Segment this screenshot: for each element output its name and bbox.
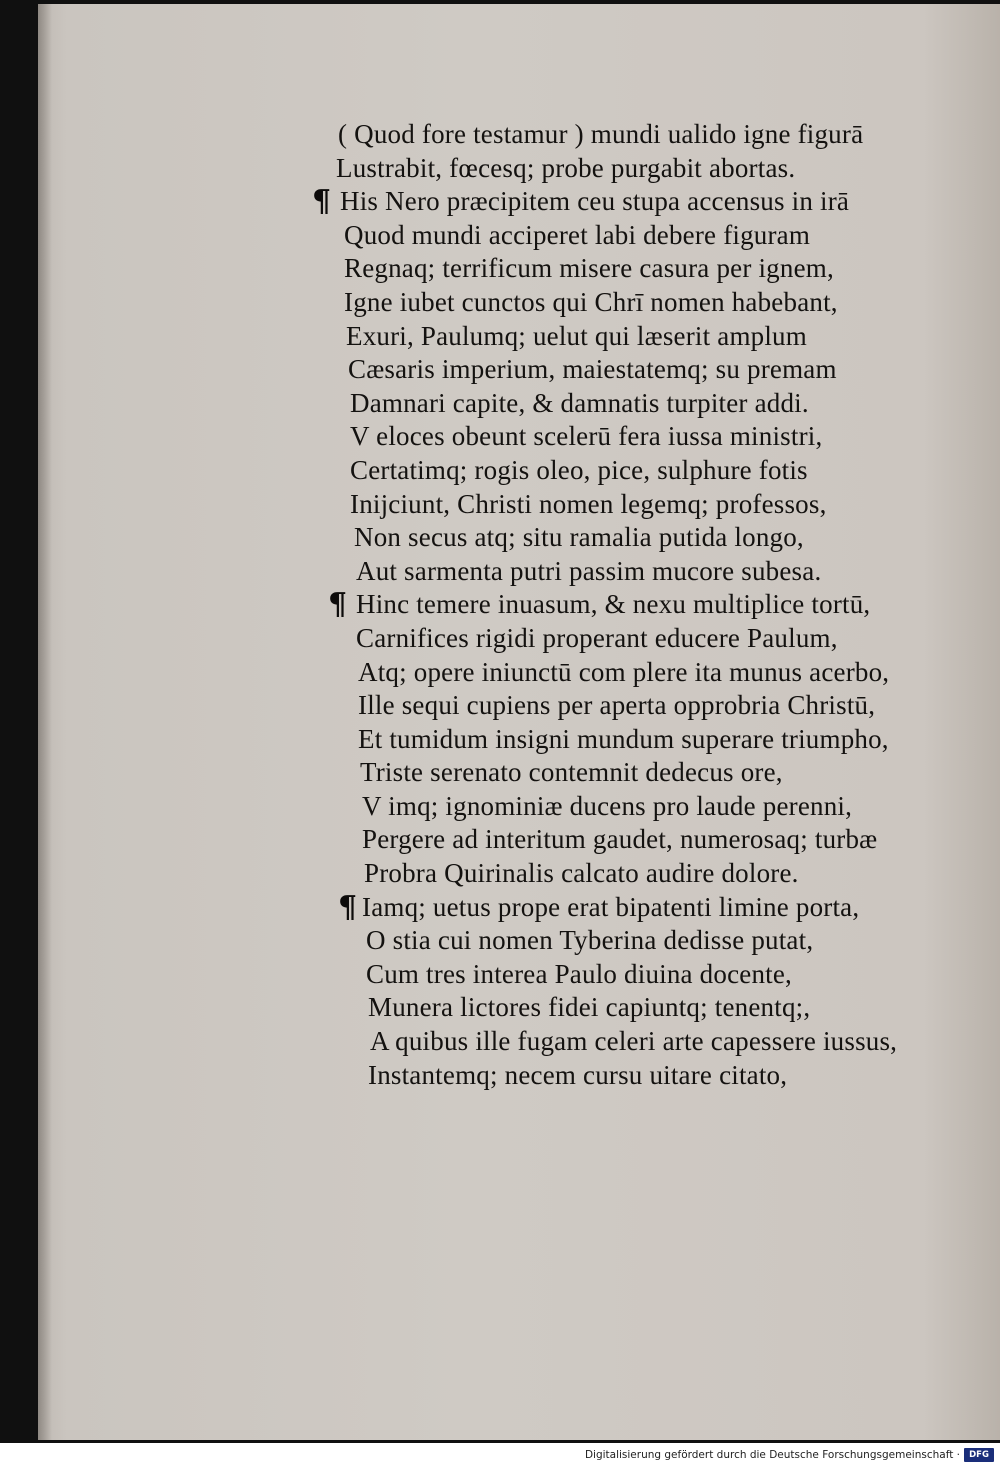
pilcrow-icon: ¶ [312, 184, 332, 220]
poem-text-block [300, 118, 990, 1092]
poem-line-text: Non secus atq; situ ramalia putida longo, [354, 522, 804, 553]
poem-line-text: His Nero præcipitem ceu stupa accensus in irā [340, 186, 850, 217]
funding-credit: Digitalisierung gefördert durch die Deutsche Forschungsgemeinschaft · [584, 1449, 960, 1461]
poem-line-text: A quibus ille fugam celeri arte capessere iussus, [370, 1026, 898, 1057]
poem-line-text: Carnifices rigidi properant educere Paulum, [356, 622, 838, 653]
poem-line [356, 555, 990, 589]
poem-line [312, 184, 990, 220]
poem-line-text: Atq; opere iniunctū com plere ita munus acerbo, [358, 656, 890, 687]
poem-line-text: Instantemq; necem cursu uitare citato, [368, 1059, 788, 1090]
poem-line-text: Cæsaris imperium, maiestatemq; su premam [348, 354, 837, 385]
poem-line [328, 587, 990, 623]
poem-line-text: Probra Quirinalis calcato audire dolore. [364, 858, 799, 889]
poem-line [346, 320, 990, 354]
dfg-logo[interactable]: DFG [964, 1448, 994, 1462]
poem-line [338, 118, 990, 152]
poem-line [356, 622, 990, 656]
poem-line [360, 756, 990, 790]
poem-line-text: Cum tres interea Paulo diuina docente, [366, 958, 792, 989]
poem-line [368, 1059, 990, 1093]
poem-line-text: Et tumidum insigni mundum superare triumpho, [358, 723, 889, 754]
footer-bar [0, 1443, 1000, 1473]
poem-line [336, 152, 990, 186]
poem-line-text: Triste serenato contemnit dedecus ore, [360, 757, 783, 788]
poem-line [354, 521, 990, 555]
poem-line-text: V imq; ignominiæ ducens pro laude perenni, [362, 790, 853, 821]
poem-line [358, 656, 990, 690]
poem-line-text: Inijciunt, Christi nomen legemq; professos, [350, 488, 827, 519]
poem-line [358, 689, 990, 723]
poem-line-text: Munera lictores fidei capiuntq; tenentq;, [368, 992, 811, 1023]
poem-line-text: Quod mundi acciperet labi debere figuram [344, 219, 811, 250]
poem-line-text: Certatimq; rogis oleo, pice, sulphure fotis [350, 454, 808, 485]
poem-line [344, 286, 990, 320]
poem-line [358, 723, 990, 757]
poem-line [368, 991, 990, 1025]
poem-line [350, 488, 990, 522]
poem-line-text: Igne iubet cunctos qui Chrī nomen habebant, [344, 286, 838, 317]
poem-line-text: ( Quod fore testamur ) mundi ualido igne figurā [338, 119, 864, 149]
poem-line-text: Hinc temere inuasum, & nexu multiplice tortū, [356, 589, 871, 620]
poem-line [338, 889, 990, 925]
poem-line [366, 924, 990, 958]
poem-line-text: V eloces obeunt scelerū fera iussa ministri, [350, 421, 823, 452]
poem-line [370, 1025, 990, 1059]
poem-line [344, 252, 990, 286]
poem-line [350, 454, 990, 488]
poem-line [350, 387, 990, 421]
poem-line-text: Pergere ad interitum gaudet, numerosaq; turbæ [362, 824, 878, 855]
poem-line-text: O stia cui nomen Tyberina dedisse putat, [366, 925, 814, 956]
poem-line-text: Damnari capite, & damnatis turpiter addi. [350, 387, 809, 418]
poem-line-text: Aut sarmenta putri passim mucore subesa. [356, 555, 822, 586]
poem-line [362, 790, 990, 824]
poem-line-text: Exuri, Paulumq; uelut qui læserit amplum [346, 320, 807, 351]
poem-line [344, 219, 990, 253]
poem-line-text: Lustrabit, fœcesq; probe purgabit abortas. [336, 152, 796, 183]
poem-line [350, 420, 990, 454]
poem-line-text: Regnaq; terrificum misere casura per ignem, [344, 253, 834, 284]
poem-line-text: Iamq; uetus prope erat bipatenti limine porta, [362, 891, 860, 922]
pilcrow-icon: ¶ [328, 587, 348, 623]
gutter-shadow [38, 4, 52, 1440]
poem-line [348, 353, 990, 387]
poem-line [364, 857, 990, 891]
poem-line [362, 823, 990, 857]
poem-line-text: Ille sequi cupiens per aperta opprobria Christū, [358, 690, 876, 721]
poem-line [366, 958, 990, 992]
pilcrow-icon: ¶ [338, 889, 358, 925]
